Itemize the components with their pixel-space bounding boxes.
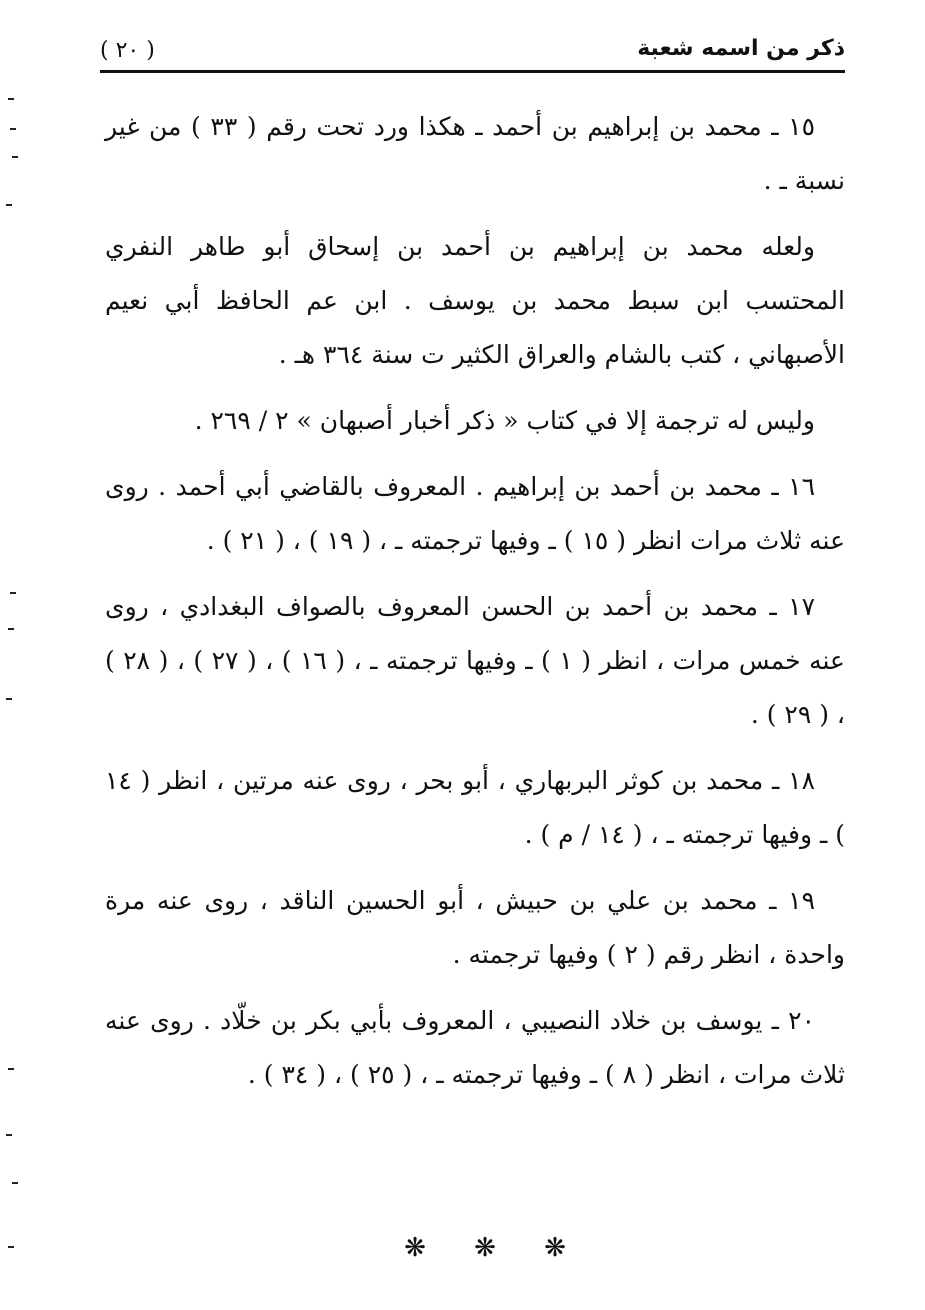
- scan-speck: [8, 98, 14, 100]
- paragraph-entry-15-note: ولعله محمد بن إبراهيم بن أحمد بن إسحاق أبو طاهر النفري المحتسب ابن سبط محمد بن يوسف . ابن عم الحافظ أبي نعيم الأصبهاني ، كتب بالشام والعراق الكثير ت سنة ٣٦٤ هـ .: [105, 232, 845, 369]
- scan-speck: [6, 1134, 12, 1136]
- asterism-ornament-icon: ❋: [474, 1233, 496, 1263]
- scan-speck: [8, 628, 14, 630]
- scan-speck: [8, 1246, 14, 1248]
- scan-speck: [12, 1182, 18, 1184]
- section-end-ornaments: [400, 1228, 570, 1268]
- page-number: ( ٢٠ ): [100, 38, 155, 63]
- scan-speck: [6, 204, 12, 206]
- scan-speck: [6, 698, 12, 700]
- paragraph-entry-18: ١٨ ـ محمد بن كوثر البربهاري ، أبو بحر ، روى عنه مرتين ، انظر ( ١٤ ) ـ وفيها ترجمته ـ ، ( ١٤ / م ) .: [105, 766, 845, 849]
- running-header-title: ذكر من اسمه شعبة: [637, 36, 845, 61]
- paragraph-entry-19: ١٩ ـ محمد بن علي بن حبيش ، أبو الحسين الناقد ، روى عنه مرة واحدة ، انظر رقم ( ٢ ) وفيها ترجمته .: [105, 886, 845, 969]
- paragraph-entry-15: ١٥ ـ محمد بن إبراهيم بن أحمد ـ هكذا ورد تحت رقم ( ٣٣ ) من غير نسبة ـ .: [105, 112, 845, 195]
- scan-speck: [12, 156, 18, 158]
- paragraph-entry-17: ١٧ ـ محمد بن أحمد بن الحسن المعروف بالصواف البغدادي ، روى عنه خمس مرات ، انظر ( ١ ) ـ وفيها ترجمته ـ ، ( ١٦ ) ، ( ٢٧ ) ، ( ٢٨ ) ، ( ٢٩ ) .: [105, 592, 845, 729]
- asterism-ornament-icon: ❋: [544, 1233, 566, 1263]
- paragraph-entry-20: ٢٠ ـ يوسف بن خلاد النصيبي ، المعروف بأبي بكر بن خلّاد . روى عنه ثلاث مرات ، انظر ( ٨ ) ـ وفيها ترجمته ـ ، ( ٢٥ ) ، ( ٣٤ ) .: [105, 1006, 845, 1089]
- scan-speck: [10, 128, 16, 130]
- scan-speck: [8, 1068, 14, 1070]
- asterism-ornament-icon: ❋: [404, 1233, 426, 1263]
- scan-speck: [10, 592, 16, 594]
- header-rule: [100, 70, 845, 73]
- page-body: [105, 100, 845, 1114]
- paragraph-entry-16: ١٦ ـ محمد بن أحمد بن إبراهيم . المعروف بالقاضي أبي أحمد . روى عنه ثلاث مرات انظر ( ١٥ ) ـ وفيها ترجمته ـ ، ( ١٩ ) ، ( ٢١ ) .: [105, 472, 845, 555]
- paragraph-entry-15-source: وليس له ترجمة إلا في كتاب « ذكر أخبار أصبهان » ٢ / ٢٦٩ .: [194, 406, 815, 435]
- running-header: [100, 30, 845, 70]
